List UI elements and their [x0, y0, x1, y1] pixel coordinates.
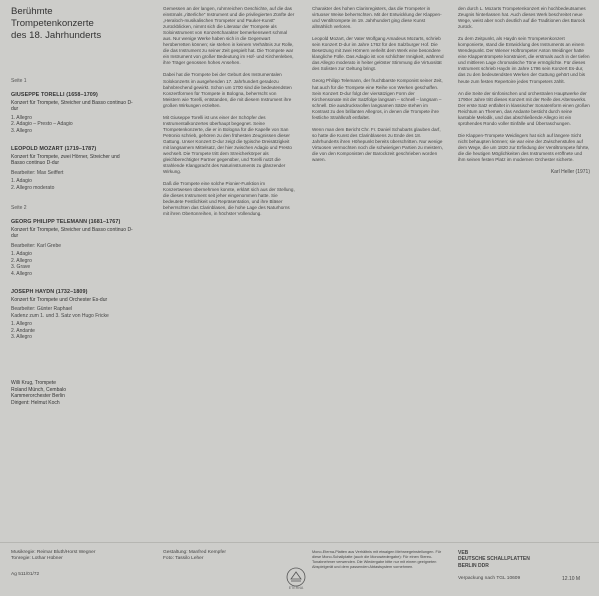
movement-item: 2. Andante — [11, 327, 35, 334]
liner-notes-column-2 — [312, 6, 444, 169]
arranger-note: Bearbeiter: Karl Grebe — [11, 242, 62, 249]
movement-list — [11, 321, 133, 340]
album-title — [11, 6, 133, 42]
footer-divider — [0, 542, 599, 543]
performer-credits — [11, 380, 133, 406]
publisher-label — [458, 550, 530, 569]
performer-line: Kammerorchester Berlin — [11, 393, 65, 400]
liner-paragraph: Gemessen an der langen, ruhmreichen Geschichte, auf die das einstmals „ritterliche“ Instrument und die privilegierten Zünfte der „Heraloch-musikalischen Trompeter und Pauker-Kunst“ zurückblicken, nimmt sich die Literatur der Trompete als Soloinstrument von Konzertcharakter bemerkenswert schmal aus. Nur wenige Werke haben sich in die Gegenwart herüberretten können; sie stehen in keinem Verhältnis zur Rolle, die das Instrument zu seiner Zeit gespielt hat. Die Trompete war ein Instrument von großer Bedeutung im Hof- und Kirchenleben, ihre Träger genossen hohes Ansehen. — [163, 6, 295, 66]
production-credits — [11, 550, 95, 579]
performer-line: Willi Krug, Trompete — [11, 380, 57, 387]
movement-list — [11, 115, 133, 134]
side-label: Seite 2 — [11, 205, 27, 212]
liner-paragraph: Dabei hat die Trompete bei der Geburt des Instrumentalen Solokonzerts im ausgehenden 17. Jahrhundert geradezu bahnbrechend gewirkt. Schon um 1700 sind die bedeutendsten Konzertformen für Trompete in Bologna, beherrscht von Meistern wie Torelli, entstanden, die mit diesem Instrument ihre großen Wirkungen erzielten. — [163, 72, 292, 108]
composer-name: GIUSEPPE TORELLI (1658–1709) — [11, 92, 98, 98]
composer-name: LEOPOLD MOZART (1719–1787) — [11, 146, 97, 153]
performer-line: Roland Münch, Cembalo — [11, 386, 67, 393]
publisher-line: DEUTSCHE SCHALLPLATTEN — [458, 556, 530, 563]
work-title: Konzert für Trompete, zwei Hörner, Streicher und Basso continuo D-dur — [11, 154, 120, 167]
packaging-code: Verpackung nach TGL 10609 — [458, 576, 521, 581]
movement-item: 3. Allegro — [11, 333, 32, 340]
composer-name: GEORG PHILIPP TELEMANN (1681–1767) — [11, 219, 121, 226]
liner-paragraph: Charakter des hohen Clarinregisters, das die Trompeter in virtuoser Weise beherrschten. Mit der Entwicklung der Klappen- und Ventiltrompete im 19. Jahrhundert ging diese Kunst allmählich verloren. — [312, 6, 442, 30]
price-label: 12.10 M — [562, 576, 581, 582]
movement-item: 3. Grave — [11, 264, 31, 271]
credit-line: Tonregie: Lothar Hübner — [11, 556, 63, 562]
playback-notice: Mono-Eterna-Platten aus Verhältnis mit etwaigen Mehrwegeinstellungen. Für diese Mono-Schallplatte (auch die Monowiedergabe): Für einen Stereo-Tonabnehmer verwenden. Die Wiedergabe bitte nur mit einem geeigneten Abspielgerät und dem passenden Abtastsystem vornehmen. — [312, 550, 442, 570]
liner-paragraph: Daß die Trompete eine solche Pionier-Funktion im Konzertwesen übernehmen konnte, erklärt sich aus der Stellung, die dieses Instrument seit jeher eingenommen hatte. Sie bedeutete Festlichkeit und Repräsentation, und ihre Bläser beherrschten das Clarinblasen, die hohe Lage des Naturhorns mit ihren Obertonreihen, in höchster Vollendung. — [163, 181, 295, 217]
work-title: Konzert für Trompete und Orchester Es-dur — [11, 296, 108, 303]
tracklist-column — [11, 0, 133, 406]
movement-list — [11, 251, 133, 277]
performer-line: Dirigent: Helmut Koch — [11, 399, 60, 406]
design-credits — [163, 550, 226, 562]
liner-paragraph: Georg Philipp Telemann, der fruchtbarste Komponist seiner Zeit, hat auch für die Trompete eine Reihe von Werken geschaffen. Sein Konzert D-dur folgt der viersätzigen Form der Kirchensonate mit der Satzfolge langsam – schnell – langsam – schnell. Die ausdrucksvollen langsamen Sätze stehen im Kontrast zu den brillanten Allegros, in denen die Trompete ihre festliche Strahlkraft entfaltet. — [312, 78, 443, 120]
liner-paragraph: Wenn man dem Bericht Chr. Fr. Daniel Schubarts glauben darf, so hatte die Kunst des Clarinblasens zu Ende des 18. Jahrhunderts ihren Höhepunkt bereits überschritten. Nur wenige Virtuosen vermochten noch die schwierigen Partien zu meistern, die von den Komponisten der Barockzeit geschrieben worden waren. — [312, 126, 443, 163]
logo-label: ETERNA — [288, 586, 304, 590]
movement-list — [11, 178, 133, 191]
liner-paragraph: Leopold Mozart, der Vater Wolfgang Amadeus Mozarts, schrieb sein Konzert D-dur im Jahre 1762 für den Salzburger Hof. Die Besetzung mit zwei Hörnern verleiht dem Werk eine besondere klangliche Fülle. Das Adagio ist von schlichter Innigkeit, während das Allegro moderato in heiter gelöster Stimmung die Virtuosität des Solisten zur Geltung bringt. — [312, 36, 444, 72]
liner-paragraph: den durch L. Mozarts Trompetenkonzert ein hochbedeutsames Zeugnis hinterlassen hat. Auch dieses Werk beschreitet neue Wege, weist aber noch deutlich auf die Traditionen des Barock zurück. — [458, 6, 586, 30]
composer-name: JOSEPH HAYDN (1732–1809) — [11, 288, 88, 295]
arranger-note: Bearbeiter: Max Seiffert — [11, 169, 64, 176]
catalog-code: Ag 511/01/72 — [11, 572, 40, 578]
arranger-note: Bearbeiter: Günter Raphael Kadenz zum 1. und 3. Satz von Hugo Fricke — [11, 306, 109, 319]
work-title: Konzert für Trompete, Streicher und Basso continuo D-dur — [11, 100, 133, 113]
movement-item: 4. Allegro — [11, 270, 32, 277]
movement-item: 1. Allegro — [11, 114, 32, 121]
credit-line: Gestaltung: Manfred Kempfer — [163, 550, 226, 555]
movement-item: 2. Allegro — [11, 257, 32, 264]
liner-notes-column-1 — [163, 6, 295, 224]
album-title-line2: des 18. Jahrhunderts — [11, 30, 102, 41]
movement-item: 1. Adagio — [11, 251, 32, 258]
author-signature: Karl Heller (1971) — [550, 169, 590, 176]
eterna-logo-icon — [285, 566, 307, 588]
liner-paragraph: Zu dem Zeitpunkt, als Haydn sein Trompetenkonzert komponierte, stand die Entwicklung des Instruments an einem Wendepunkt. Der Wiener Hoftrompeter Anton Weidinger hatte eine Klappentrompete konstruiert, die erstmals auch in der tiefen und mittleren Lage chromatische Töne ermöglichte. Für dieses Instrument schrieb Haydn im Jahre 1796 sein Konzert Es-dur, das zu den bedeutendsten Werken der Gattung gehört und bis heute zum festen Repertoire jedes Trompeters zählt. — [458, 36, 590, 84]
movement-item: 1. Adagio — [11, 178, 32, 185]
work-title: Konzert für Trompete, Streicher und Basso continuo D-dur — [11, 227, 133, 240]
credit-line: Musikregie: Reimar Bluth/Horst Wegner — [11, 550, 96, 555]
movement-item: 2. Allegro moderato — [11, 184, 55, 191]
liner-notes-column-3 — [458, 6, 590, 175]
liner-paragraph: Mit Giuseppe Torelli ist uns einer der Schöpfer des Instrumentalkonzertes überhaupt begegnet. Seine Trompetenkonzerte, die er in Bologna für die Kapelle von San Petronio schrieb, gehören zu den frühesten Zeugnissen dieser Gattung. Unser Konzert D-dur zeigt die typische Dreisätzigkeit mit langsamem Mittelsatz, der hier zwischen Adagio und Presto wechselt. Die Trompete tritt dem Streicherkörper als gleichberechtigter Partner gegenüber, und Torelli nutzt die strahlende Klangpracht des Naturinstruments zu glänzender Wirkung. — [163, 114, 292, 175]
liner-paragraph: An die Seite der sinfonischen und orchestralen Hauptwerke der 1790er Jahre tritt dieses Konzert mit der Reife des Alterswerks. Der erste Satz entfaltet in klassischer Sonatenform einen großen Reichtum an Themen, das Andante besticht durch seine kantable Melodik, und das abschließende Allegro ist ein sprühendes Rondo voller Einfälle und Überraschungen. — [458, 90, 590, 126]
publisher-line: BERLIN DDR — [458, 562, 489, 569]
movement-item: 2. Adagio – Presto – Adagio — [11, 121, 73, 128]
movement-item: 1. Allegro — [11, 321, 32, 328]
movement-item: 3. Allegro — [11, 127, 32, 134]
liner-paragraph: Die Klappen-Trompete Weidingers hat sich auf längere Sicht nicht behaupten können; sie war eine der Zwischenstufen auf dem Wege, die um 1820 zur Erfindung der Ventiltrompete führte, die die heutigen Möglichkeiten des Instruments eröffnete und ihm seinen festen Platz im modernen Orchester sicherte. — [458, 132, 590, 163]
album-title-line1: Berühmte Trompetenkonzerte — [11, 6, 94, 29]
credit-line: Foto: Tassilo Leher — [163, 556, 204, 562]
side-label: Seite 1 — [11, 78, 27, 84]
publisher-line: VEB — [458, 550, 469, 556]
